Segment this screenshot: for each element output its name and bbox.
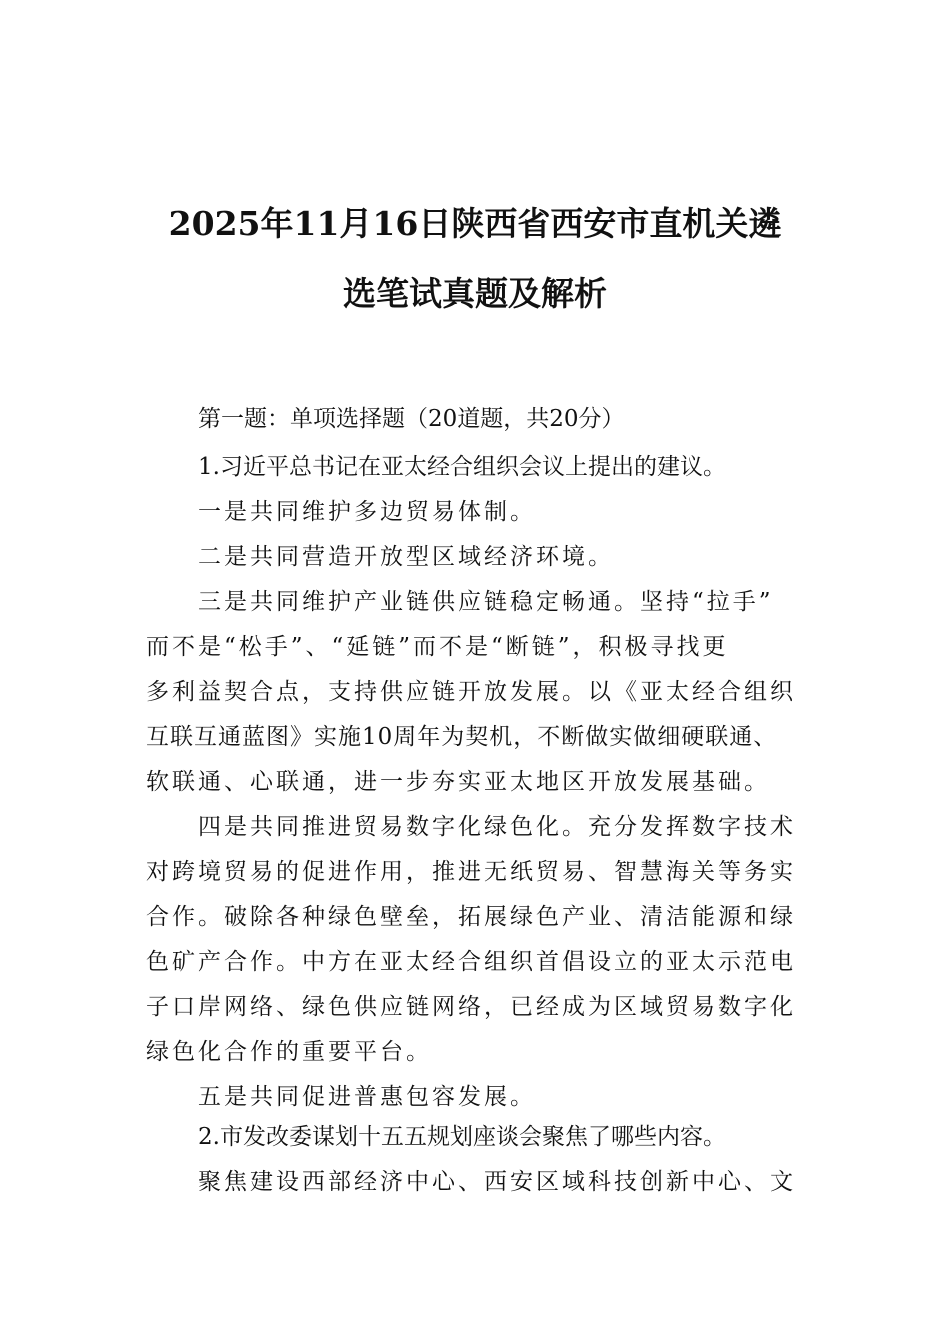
document-title-line-2: 选笔试真题及解析 bbox=[343, 274, 607, 313]
paragraph-line: 色矿产合作。中方在亚太经合组织首倡设立的亚太示范电 bbox=[146, 949, 796, 975]
paragraph-line: 对跨境贸易的促进作用，推进无纸贸易、智慧海关等务实 bbox=[146, 859, 796, 885]
question-2: 2.市发改委谋划十五五规划座谈会聚焦了哪些内容。 bbox=[198, 1124, 726, 1150]
section-heading: 第一题：单项选择题（20道题，共20分） bbox=[198, 406, 625, 432]
document-title-line-1: 2025年11月16日陕西省西安市直机关遴 bbox=[168, 204, 782, 243]
paragraph-line: 多利益契合点，支持供应链开放发展。以《亚太经合组织 bbox=[146, 679, 796, 705]
paragraph-line: 绿色化合作的重要平台。 bbox=[146, 1039, 432, 1065]
paragraph-line: 互联互通蓝图》实施10周年为契机，不断做实做细硬联通、 bbox=[146, 724, 778, 750]
paragraph-line: 五是共同促进普惠包容发展。 bbox=[198, 1084, 536, 1110]
paragraph-line: 一是共同维护多边贸易体制。 bbox=[198, 499, 536, 525]
question-1: 1.习近平总书记在亚太经合组织会议上提出的建议。 bbox=[198, 454, 726, 480]
paragraph-line: 子口岸网络、绿色供应链网络，已经成为区域贸易数字化 bbox=[146, 994, 796, 1020]
paragraph-line: 三是共同维护产业链供应链稳定畅通。坚持“拉手” bbox=[198, 589, 774, 615]
paragraph-line: 四是共同推进贸易数字化绿色化。充分发挥数字技术 bbox=[198, 814, 796, 840]
paragraph-line: 二是共同营造开放型区域经济环境。 bbox=[198, 544, 614, 570]
paragraph-line: 软联通、心联通，进一步夯实亚太地区开放发展基础。 bbox=[146, 769, 770, 795]
paragraph-line: 聚焦建设西部经济中心、西安区域科技创新中心、文 bbox=[198, 1169, 796, 1195]
paragraph-line: 而不是“松手”、“延链”而不是“断链”，积极寻找更 bbox=[146, 634, 729, 660]
paragraph-line: 合作。破除各种绿色壁垒，拓展绿色产业、清洁能源和绿 bbox=[146, 904, 796, 930]
